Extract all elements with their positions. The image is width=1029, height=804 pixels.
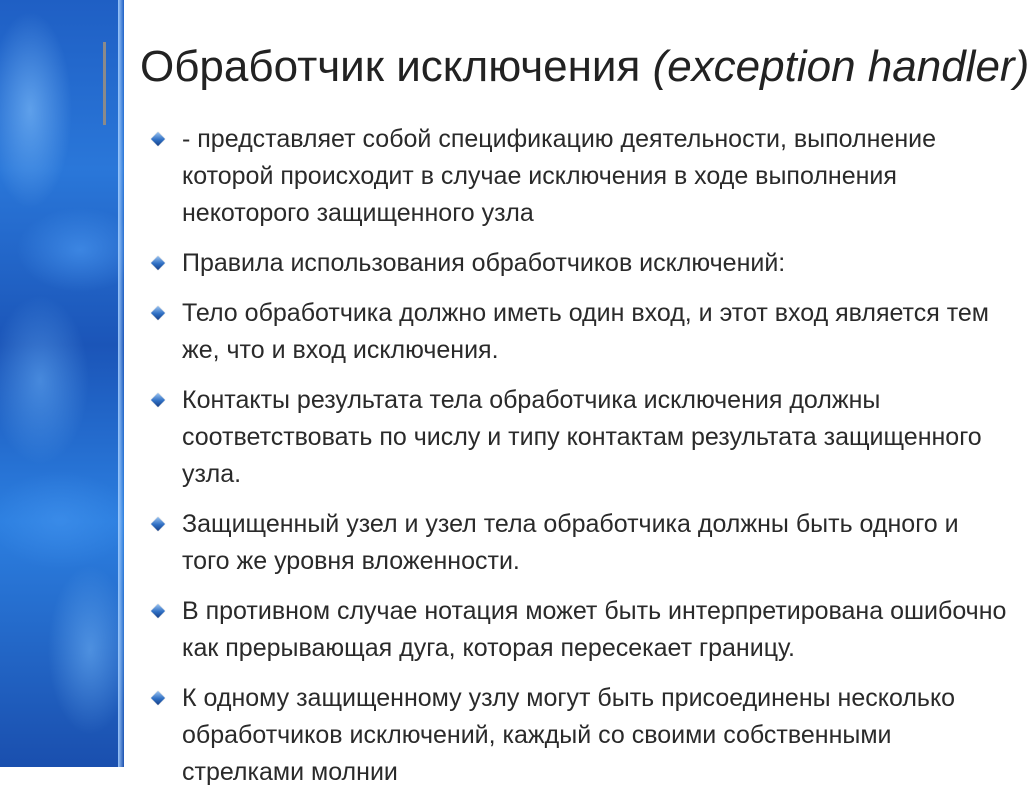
list-item	[152, 680, 1012, 791]
title-main: Обработчик исключения	[140, 42, 653, 91]
list-item	[152, 245, 1012, 282]
bullet-list	[152, 121, 1012, 804]
list-item	[152, 593, 1012, 667]
band-edge-highlight	[118, 0, 124, 767]
list-item	[152, 506, 1012, 580]
list-item	[152, 121, 1012, 232]
bullet-text: В противном случае нотация может быть интерпретирована ошибочно как прерывающая дуга, которая пересекает границу.	[182, 597, 1007, 662]
list-item	[152, 382, 1012, 493]
title-italic: (exception handler)	[652, 42, 1029, 91]
bullet-text: Защищенный узел и узел тела обработчика должны быть одного и того же уровня вложенности.	[182, 510, 959, 575]
bullet-text: Правила использования обработчиков исключений:	[182, 249, 786, 277]
diamond-bullet-icon	[151, 393, 165, 407]
diamond-bullet-icon	[151, 604, 165, 618]
bullet-text: Тело обработчика должно иметь один вход, и этот вход является тем же, что и вход исключения.	[182, 299, 989, 364]
diamond-bullet-icon	[151, 132, 165, 146]
page-title	[140, 30, 1029, 104]
diamond-bullet-icon	[151, 256, 165, 270]
list-item	[152, 295, 1012, 369]
diamond-bullet-icon	[151, 306, 165, 320]
bullet-text: - представляет собой спецификацию деятельности, выполнение которой происходит в случае исключения в ходе выполнения некоторого защищенного узла	[182, 125, 936, 227]
bullet-text: К одному защищенному узлу могут быть присоединены несколько обработчиков исключений, каждый со своими собственными стрелками молнии	[182, 684, 956, 786]
title-accent-line	[103, 42, 106, 125]
diamond-bullet-icon	[151, 691, 165, 705]
diamond-bullet-icon	[151, 517, 165, 531]
bullet-text: Контакты результата тела обработчика исключения должны соответствовать по числу и типу контактам результата защищенного узла.	[182, 386, 982, 488]
